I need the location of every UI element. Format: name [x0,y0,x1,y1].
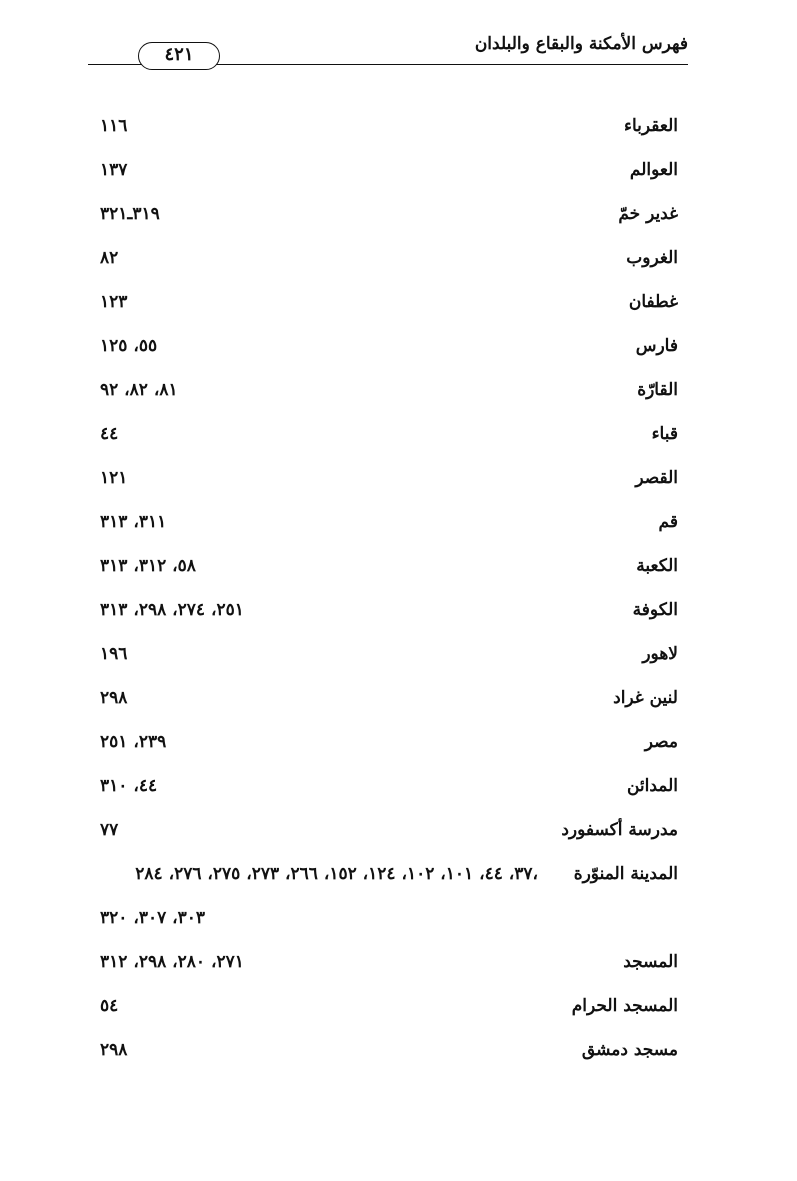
index-entry [100,110,678,154]
index-entries [100,110,678,1078]
page-references: ٨٢ [100,248,119,268]
page-references-continued: ٣٠٣، ٣٠٧، ٣٢٠ [100,908,206,928]
place-name: مصر [644,732,678,752]
index-entry [100,242,678,286]
page-references: ٢٩٨ [100,688,128,708]
index-entry [100,726,678,770]
page-references: ١٢٣ [100,292,128,312]
place-name: مسجد دمشق [581,1040,678,1060]
page-references: ٣١١، ٣١٣ [100,512,167,532]
place-name: الكوفة [632,600,678,620]
index-entry-continuation [100,902,678,946]
place-name: لنين غراد [613,688,678,708]
place-name: قم [658,512,678,532]
index-entry [100,858,678,902]
page-references: ٤٤ [100,424,119,444]
index-entry [100,286,678,330]
place-name: المدائن [626,776,678,796]
page-number: ٤٢١ [138,42,220,70]
index-entry [100,462,678,506]
index-entry [100,154,678,198]
index-entry [100,198,678,242]
index-entry [100,550,678,594]
place-name: القصر [635,468,678,488]
index-entry [100,770,678,814]
place-name: مدرسة أكسفورد [561,820,678,840]
page-references: ٥٥، ١٢٥ [100,336,158,356]
index-entry [100,946,678,990]
index-entry [100,506,678,550]
place-name: غدير خمّ [618,204,678,224]
index-entry [100,374,678,418]
page-references: ١١٦ [100,116,128,136]
page-references: ٥٤ [100,996,119,1016]
place-name: الغروب [626,248,678,268]
page-references: ١٣٧ [100,160,128,180]
place-name: المسجد [623,952,678,972]
place-name: غطفان [628,292,678,312]
page-references: ١٩٦ [100,644,128,664]
place-name: لاهور [642,644,678,664]
index-entry [100,814,678,858]
page-references: ٢٧١، ٢٨٠، ٢٩٨، ٣١٢ [100,952,244,972]
page-references: ٢٣٩، ٢٥١ [100,732,167,752]
running-title: فهرس الأمكنة والبقاع والبلدان [474,34,688,54]
page-header [88,28,688,68]
index-entry [100,1034,678,1078]
index-entry [100,990,678,1034]
page-references: ٨١، ٨٢، ٩٢ [100,380,178,400]
place-name: العوالم [629,160,678,180]
place-name: القارّة [637,380,678,400]
page-references: ٥٨، ٣١٢، ٣١٣ [100,556,196,576]
page-references: ٢٥١، ٢٧٤، ٢٩٨، ٣١٣ [100,600,244,620]
place-name: المسجد الحرام [571,996,678,1016]
index-entry [100,330,678,374]
index-entry [100,682,678,726]
page-references: ٣١٩ـ٣٢١ [100,204,160,224]
index-entry [100,418,678,462]
page-references: ٣٧، ٤٤، ١٠١، ١٠٢، ١٢٤، ١٥٢، ٢٦٦، ٢٧٣، ٢٧٥، ٢٧٦، ٢٨٤، [135,864,538,884]
place-name: قباء [651,424,678,444]
place-name: الكعبة [636,556,678,576]
place-name: فارس [635,336,678,356]
page-references: ٢٩٨ [100,1040,128,1060]
page-references: ٤٤، ٣١٠ [100,776,158,796]
index-entry [100,638,678,682]
page-references: ١٢١ [100,468,128,488]
page-references: ٧٧ [100,820,119,840]
place-name: العقرباء [624,116,678,136]
place-name: المدينة المنوّرة [573,864,678,884]
index-entry [100,594,678,638]
